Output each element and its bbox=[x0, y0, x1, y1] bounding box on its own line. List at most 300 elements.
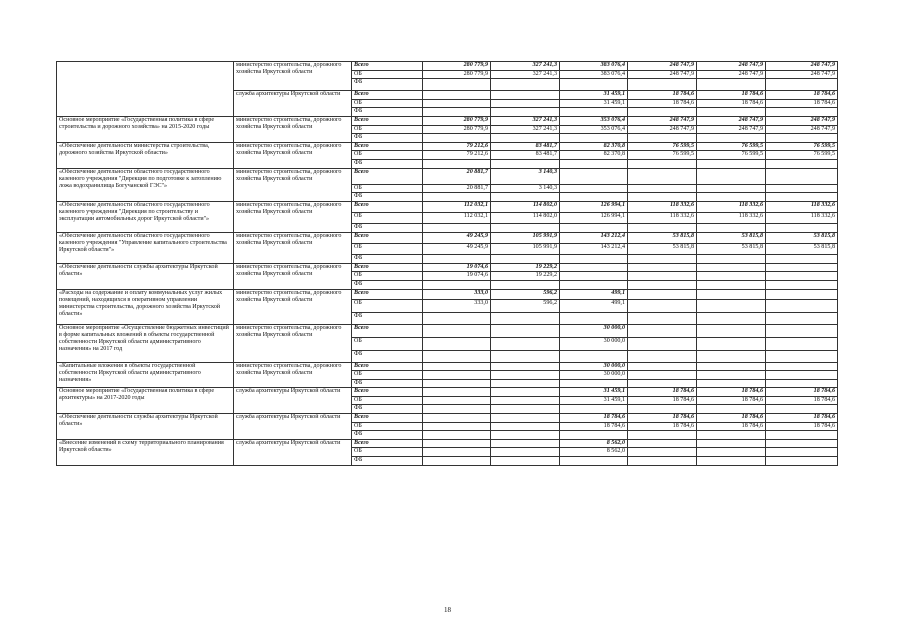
amount-cell bbox=[423, 280, 491, 289]
amount-cell bbox=[766, 439, 838, 448]
amount-cell bbox=[491, 457, 560, 466]
amount-cell bbox=[766, 263, 838, 272]
amount-cell bbox=[491, 193, 560, 202]
amount-cell bbox=[560, 379, 628, 388]
amount-cell bbox=[766, 280, 838, 289]
funding-source-label: Всего bbox=[352, 439, 423, 448]
amount-cell: 118 332,6 bbox=[697, 212, 766, 223]
table-row bbox=[57, 414, 838, 423]
funding-source-label: ФБ bbox=[352, 108, 423, 117]
executor-name: министерство строительства, дорожного хозяйства Иркутской области bbox=[234, 168, 352, 201]
measure-description: «Обеспечение деятельности министерства строительства, дорожного хозяйства Иркутской области» bbox=[57, 142, 234, 168]
amount-cell bbox=[491, 324, 560, 337]
executor-name: министерство строительства, дорожного хозяйства Иркутской области bbox=[234, 201, 352, 232]
amount-cell: 18 784,6 bbox=[628, 422, 697, 431]
amount-cell: 18 784,6 bbox=[560, 422, 628, 431]
amount-cell: 82 370,8 bbox=[560, 151, 628, 160]
amount-cell bbox=[423, 312, 491, 324]
amount-cell bbox=[560, 405, 628, 414]
amount-cell bbox=[628, 254, 697, 263]
amount-cell bbox=[697, 324, 766, 337]
amount-cell bbox=[423, 431, 491, 440]
amount-cell: 353 076,4 bbox=[560, 125, 628, 134]
amount-cell: 31 459,1 bbox=[560, 388, 628, 397]
funding-source-label: ОБ bbox=[352, 272, 423, 281]
amount-cell bbox=[423, 337, 491, 350]
amount-cell bbox=[423, 99, 491, 108]
amount-cell: 499,1 bbox=[560, 289, 628, 299]
amount-cell: 18 784,6 bbox=[628, 388, 697, 397]
amount-cell: 18 784,6 bbox=[697, 99, 766, 108]
amount-cell bbox=[766, 254, 838, 263]
amount-cell bbox=[697, 362, 766, 371]
amount-cell bbox=[628, 280, 697, 289]
amount-cell: 8 562,0 bbox=[560, 439, 628, 448]
funding-source-label: ФБ bbox=[352, 312, 423, 324]
amount-cell: 280 779,9 bbox=[423, 62, 491, 71]
measure-description: «Обеспечение деятельности областного государственного казенного учреждения "Управление капитального строительства Иркутской области"» bbox=[57, 232, 234, 263]
amount-cell bbox=[628, 439, 697, 448]
amount-cell bbox=[491, 448, 560, 457]
amount-cell: 49 245,9 bbox=[423, 232, 491, 243]
amount-cell: 53 815,8 bbox=[766, 232, 838, 243]
amount-cell bbox=[628, 350, 697, 362]
amount-cell: 105 991,9 bbox=[491, 243, 560, 254]
amount-cell: 596,2 bbox=[491, 289, 560, 299]
funding-source-label: Всего bbox=[352, 232, 423, 243]
amount-cell bbox=[423, 91, 491, 100]
amount-cell bbox=[491, 312, 560, 324]
amount-cell: 280 779,9 bbox=[423, 70, 491, 79]
amount-cell bbox=[697, 371, 766, 380]
amount-cell: 3 140,3 bbox=[491, 168, 560, 184]
amount-cell: 3 140,3 bbox=[491, 184, 560, 193]
amount-cell bbox=[560, 312, 628, 324]
amount-cell bbox=[697, 134, 766, 143]
executor-name: министерство строительства, дорожного хозяйства Иркутской области bbox=[234, 289, 352, 324]
measure-description bbox=[57, 62, 234, 117]
amount-cell bbox=[697, 79, 766, 91]
executor-name: министерство строительства, дорожного хозяйства Иркутской области bbox=[234, 62, 352, 91]
amount-cell: 53 815,8 bbox=[697, 243, 766, 254]
amount-cell bbox=[628, 324, 697, 337]
amount-cell: 248 747,9 bbox=[628, 62, 697, 71]
amount-cell: 143 212,4 bbox=[560, 243, 628, 254]
amount-cell: 383 076,4 bbox=[560, 62, 628, 71]
amount-cell bbox=[628, 108, 697, 117]
page-number: 18 bbox=[444, 606, 451, 614]
funding-source-label: ФБ bbox=[352, 134, 423, 143]
amount-cell: 248 747,9 bbox=[766, 70, 838, 79]
amount-cell: 19 074,6 bbox=[423, 272, 491, 281]
amount-cell bbox=[628, 79, 697, 91]
funding-source-label: Всего bbox=[352, 414, 423, 423]
amount-cell bbox=[423, 362, 491, 371]
amount-cell: 79 212,6 bbox=[423, 151, 491, 160]
amount-cell bbox=[628, 134, 697, 143]
amount-cell: 18 784,6 bbox=[697, 388, 766, 397]
executor-name: служба архитектуры Иркутской области bbox=[234, 388, 352, 414]
amount-cell: 18 784,6 bbox=[560, 414, 628, 423]
executor-name: министерство строительства, дорожного хозяйства Иркутской области bbox=[234, 324, 352, 362]
amount-cell bbox=[423, 405, 491, 414]
funding-source-label: ОБ bbox=[352, 151, 423, 160]
amount-cell: 19 229,2 bbox=[491, 263, 560, 272]
funding-source-label: ФБ bbox=[352, 379, 423, 388]
amount-cell: 126 994,1 bbox=[560, 201, 628, 212]
table-row bbox=[57, 232, 838, 243]
amount-cell: 83 481,7 bbox=[491, 151, 560, 160]
amount-cell bbox=[697, 405, 766, 414]
table-row bbox=[57, 388, 838, 397]
amount-cell bbox=[766, 405, 838, 414]
amount-cell bbox=[560, 280, 628, 289]
amount-cell: 327 241,3 bbox=[491, 125, 560, 134]
table-row bbox=[57, 362, 838, 371]
amount-cell bbox=[491, 431, 560, 440]
amount-cell: 19 229,2 bbox=[491, 272, 560, 281]
amount-cell: 118 332,6 bbox=[766, 201, 838, 212]
executor-name: министерство строительства, дорожного хозяйства Иркутской области bbox=[234, 263, 352, 289]
amount-cell: 18 784,6 bbox=[628, 414, 697, 423]
amount-cell bbox=[491, 350, 560, 362]
funding-source-label: Всего bbox=[352, 263, 423, 272]
amount-cell: 82 370,8 bbox=[560, 142, 628, 151]
table-row bbox=[57, 62, 838, 71]
amount-cell bbox=[423, 379, 491, 388]
amount-cell bbox=[628, 184, 697, 193]
amount-cell bbox=[560, 168, 628, 184]
amount-cell bbox=[423, 223, 491, 232]
amount-cell bbox=[697, 337, 766, 350]
amount-cell bbox=[560, 457, 628, 466]
amount-cell: 248 747,9 bbox=[628, 116, 697, 125]
amount-cell bbox=[766, 79, 838, 91]
amount-cell bbox=[560, 134, 628, 143]
amount-cell bbox=[560, 108, 628, 117]
amount-cell: 8 562,0 bbox=[560, 448, 628, 457]
funding-source-label: Всего bbox=[352, 289, 423, 299]
amount-cell bbox=[628, 448, 697, 457]
measure-description: Основное мероприятие «Государственная политика в сфере архитектуры» на 2017-2020 годы bbox=[57, 388, 234, 414]
executor-name: министерство строительства, дорожного хозяйства Иркутской области bbox=[234, 116, 352, 142]
amount-cell bbox=[423, 134, 491, 143]
amount-cell: 30 000,0 bbox=[560, 337, 628, 350]
amount-cell bbox=[491, 439, 560, 448]
amount-cell bbox=[491, 388, 560, 397]
amount-cell bbox=[423, 108, 491, 117]
amount-cell: 19 074,6 bbox=[423, 263, 491, 272]
amount-cell: 248 747,9 bbox=[697, 70, 766, 79]
amount-cell bbox=[766, 379, 838, 388]
amount-cell bbox=[628, 159, 697, 168]
amount-cell: 333,0 bbox=[423, 299, 491, 312]
amount-cell: 18 784,6 bbox=[766, 91, 838, 100]
funding-source-label: Всего bbox=[352, 388, 423, 397]
funding-source-label: Всего bbox=[352, 91, 423, 100]
amount-cell bbox=[628, 362, 697, 371]
amount-cell: 83 481,7 bbox=[491, 142, 560, 151]
amount-cell: 126 994,1 bbox=[560, 212, 628, 223]
amount-cell: 30 000,0 bbox=[560, 362, 628, 371]
amount-cell bbox=[423, 448, 491, 457]
amount-cell bbox=[491, 280, 560, 289]
amount-cell bbox=[491, 108, 560, 117]
amount-cell bbox=[560, 184, 628, 193]
amount-cell: 31 459,1 bbox=[560, 396, 628, 405]
funding-source-label: ОБ bbox=[352, 396, 423, 405]
amount-cell bbox=[491, 405, 560, 414]
measure-description: «Обеспечение деятельности службы архитектуры Иркутской области» bbox=[57, 263, 234, 289]
amount-cell bbox=[491, 396, 560, 405]
amount-cell bbox=[766, 431, 838, 440]
amount-cell bbox=[423, 254, 491, 263]
amount-cell bbox=[491, 99, 560, 108]
amount-cell: 114 802,0 bbox=[491, 212, 560, 223]
amount-cell bbox=[423, 79, 491, 91]
amount-cell bbox=[491, 379, 560, 388]
amount-cell bbox=[766, 350, 838, 362]
amount-cell bbox=[491, 414, 560, 423]
table-row bbox=[57, 263, 838, 272]
amount-cell: 280 779,9 bbox=[423, 116, 491, 125]
amount-cell: 76 599,5 bbox=[697, 142, 766, 151]
table-row bbox=[57, 168, 838, 184]
funding-source-label: ФБ bbox=[352, 159, 423, 168]
amount-cell bbox=[628, 299, 697, 312]
amount-cell bbox=[697, 439, 766, 448]
measure-description: «Внесение изменений в схему территориального планирования Иркутской области» bbox=[57, 439, 234, 465]
amount-cell: 53 815,8 bbox=[766, 243, 838, 254]
amount-cell bbox=[560, 79, 628, 91]
funding-source-label: ФБ bbox=[352, 280, 423, 289]
amount-cell bbox=[423, 414, 491, 423]
table-row bbox=[57, 116, 838, 125]
amount-cell bbox=[423, 422, 491, 431]
amount-cell bbox=[628, 457, 697, 466]
amount-cell: 105 991,9 bbox=[491, 232, 560, 243]
amount-cell: 118 332,6 bbox=[766, 212, 838, 223]
amount-cell: 327 241,3 bbox=[491, 62, 560, 71]
amount-cell bbox=[560, 272, 628, 281]
amount-cell: 18 784,6 bbox=[766, 388, 838, 397]
funding-source-label: ОБ bbox=[352, 422, 423, 431]
amount-cell bbox=[491, 337, 560, 350]
funding-source-label: ФБ bbox=[352, 457, 423, 466]
amount-cell: 53 815,8 bbox=[628, 232, 697, 243]
measure-description: «Обеспечение деятельности областного государственного казенного учреждения "Дирекция по строительству и эксплуатации автомобильных дорог Иркутской области"» bbox=[57, 201, 234, 232]
amount-cell: 31 459,1 bbox=[560, 91, 628, 100]
amount-cell: 53 815,8 bbox=[628, 243, 697, 254]
amount-cell: 383 076,4 bbox=[560, 70, 628, 79]
amount-cell bbox=[560, 159, 628, 168]
amount-cell bbox=[766, 184, 838, 193]
amount-cell bbox=[491, 362, 560, 371]
amount-cell bbox=[628, 223, 697, 232]
funding-source-label: ФБ bbox=[352, 193, 423, 202]
funding-source-label: ФБ bbox=[352, 79, 423, 91]
budget-table-body bbox=[57, 62, 838, 466]
amount-cell: 18 784,6 bbox=[766, 414, 838, 423]
funding-source-label: ОБ bbox=[352, 299, 423, 312]
amount-cell: 18 784,6 bbox=[628, 91, 697, 100]
amount-cell bbox=[766, 299, 838, 312]
amount-cell bbox=[697, 108, 766, 117]
amount-cell bbox=[766, 193, 838, 202]
measure-description: «Обеспечение деятельности службы архитектуры Иркутской области» bbox=[57, 414, 234, 440]
amount-cell bbox=[423, 159, 491, 168]
funding-source-label: ФБ bbox=[352, 350, 423, 362]
amount-cell bbox=[560, 431, 628, 440]
amount-cell: 30 000,0 bbox=[560, 371, 628, 380]
amount-cell bbox=[491, 134, 560, 143]
amount-cell bbox=[628, 263, 697, 272]
amount-cell: 118 332,6 bbox=[628, 201, 697, 212]
amount-cell bbox=[766, 134, 838, 143]
amount-cell: 31 459,1 bbox=[560, 99, 628, 108]
amount-cell bbox=[697, 272, 766, 281]
amount-cell bbox=[697, 223, 766, 232]
measure-description: Основное мероприятие «Осуществление бюджетных инвестиций в форме капитальных вложений в объекты государственной собственности Иркутской области административного назначения» на 2017 год bbox=[57, 324, 234, 362]
amount-cell bbox=[491, 254, 560, 263]
amount-cell bbox=[560, 223, 628, 232]
budget-table bbox=[56, 61, 838, 466]
amount-cell: 499,1 bbox=[560, 299, 628, 312]
funding-source-label: Всего bbox=[352, 62, 423, 71]
amount-cell bbox=[560, 350, 628, 362]
amount-cell: 49 245,9 bbox=[423, 243, 491, 254]
amount-cell bbox=[697, 379, 766, 388]
amount-cell bbox=[766, 371, 838, 380]
amount-cell bbox=[423, 350, 491, 362]
funding-source-label: ФБ bbox=[352, 254, 423, 263]
amount-cell: 76 599,5 bbox=[628, 151, 697, 160]
amount-cell bbox=[766, 108, 838, 117]
amount-cell: 18 784,6 bbox=[766, 99, 838, 108]
amount-cell: 248 747,9 bbox=[766, 125, 838, 134]
amount-cell: 20 881,7 bbox=[423, 184, 491, 193]
amount-cell bbox=[766, 289, 838, 299]
amount-cell bbox=[766, 312, 838, 324]
table-row bbox=[57, 439, 838, 448]
amount-cell bbox=[423, 388, 491, 397]
amount-cell: 18 784,6 bbox=[697, 422, 766, 431]
funding-source-label: Всего bbox=[352, 201, 423, 212]
amount-cell bbox=[491, 79, 560, 91]
measure-description: «Капитальные вложения в объекты государственной собственности Иркутской области административного назначения» bbox=[57, 362, 234, 388]
amount-cell: 30 000,0 bbox=[560, 324, 628, 337]
funding-source-label: ОБ bbox=[352, 371, 423, 380]
amount-cell bbox=[628, 337, 697, 350]
amount-cell: 76 599,5 bbox=[766, 142, 838, 151]
executor-name: служба архитектуры Иркутской области bbox=[234, 91, 352, 117]
amount-cell: 76 599,5 bbox=[628, 142, 697, 151]
funding-source-label: Всего bbox=[352, 116, 423, 125]
funding-source-label: Всего bbox=[352, 362, 423, 371]
amount-cell bbox=[697, 299, 766, 312]
amount-cell bbox=[697, 159, 766, 168]
amount-cell bbox=[628, 272, 697, 281]
amount-cell bbox=[628, 312, 697, 324]
funding-source-label: ОБ bbox=[352, 99, 423, 108]
amount-cell bbox=[423, 439, 491, 448]
funding-source-label: ФБ bbox=[352, 405, 423, 414]
amount-cell: 327 241,3 bbox=[491, 116, 560, 125]
amount-cell bbox=[491, 223, 560, 232]
amount-cell bbox=[697, 254, 766, 263]
funding-source-label: ОБ bbox=[352, 184, 423, 193]
amount-cell: 20 881,7 bbox=[423, 168, 491, 184]
amount-cell: 143 212,4 bbox=[560, 232, 628, 243]
funding-source-label: ФБ bbox=[352, 223, 423, 232]
amount-cell bbox=[697, 263, 766, 272]
amount-cell bbox=[628, 168, 697, 184]
executor-name: министерство строительства, дорожного хозяйства Иркутской области bbox=[234, 232, 352, 263]
amount-cell: 327 241,3 bbox=[491, 70, 560, 79]
amount-cell bbox=[423, 396, 491, 405]
amount-cell bbox=[697, 280, 766, 289]
amount-cell bbox=[560, 263, 628, 272]
amount-cell bbox=[766, 168, 838, 184]
executor-name: министерство строительства, дорожного хозяйства Иркутской области bbox=[234, 142, 352, 168]
amount-cell bbox=[491, 422, 560, 431]
amount-cell: 248 747,9 bbox=[628, 70, 697, 79]
amount-cell bbox=[423, 371, 491, 380]
amount-cell bbox=[560, 193, 628, 202]
measure-description: Основное мероприятие «Государственная политика в сфере строительства и дорожного хозяйства» на 2015-2020 годы bbox=[57, 116, 234, 142]
amount-cell bbox=[697, 193, 766, 202]
amount-cell: 248 747,9 bbox=[697, 62, 766, 71]
executor-name: министерство строительства, дорожного хозяйства Иркутской области bbox=[234, 362, 352, 388]
amount-cell: 118 332,6 bbox=[697, 201, 766, 212]
table-row bbox=[57, 142, 838, 151]
amount-cell: 18 784,6 bbox=[697, 91, 766, 100]
amount-cell bbox=[697, 312, 766, 324]
amount-cell: 114 802,0 bbox=[491, 201, 560, 212]
amount-cell bbox=[697, 431, 766, 440]
executor-name: служба архитектуры Иркутской области bbox=[234, 414, 352, 440]
amount-cell: 18 784,6 bbox=[628, 396, 697, 405]
funding-source-label: ОБ bbox=[352, 125, 423, 134]
amount-cell: 596,2 bbox=[491, 299, 560, 312]
amount-cell: 18 784,6 bbox=[628, 99, 697, 108]
amount-cell: 18 784,6 bbox=[697, 396, 766, 405]
measure-description: «Расходы на содержание и оплату коммунальных услуг жилых помещений, находящихся в оперативном управлении министерства строительства, дорожного хозяйства Иркутской области» bbox=[57, 289, 234, 324]
amount-cell bbox=[766, 457, 838, 466]
funding-source-label: ОБ bbox=[352, 448, 423, 457]
amount-cell bbox=[423, 193, 491, 202]
amount-cell: 18 784,6 bbox=[697, 414, 766, 423]
amount-cell bbox=[697, 184, 766, 193]
amount-cell: 248 747,9 bbox=[766, 116, 838, 125]
funding-source-label: ОБ bbox=[352, 70, 423, 79]
amount-cell bbox=[766, 448, 838, 457]
amount-cell bbox=[697, 448, 766, 457]
amount-cell: 280 779,9 bbox=[423, 125, 491, 134]
amount-cell: 18 784,6 bbox=[766, 396, 838, 405]
amount-cell bbox=[491, 91, 560, 100]
table-row bbox=[57, 324, 838, 337]
amount-cell bbox=[628, 405, 697, 414]
amount-cell: 53 815,8 bbox=[697, 232, 766, 243]
amount-cell: 333,0 bbox=[423, 289, 491, 299]
amount-cell: 112 032,1 bbox=[423, 212, 491, 223]
measure-description: «Обеспечение деятельности областного государственного казенного учреждения "Дирекция по подготовке к затоплению ложа водохранилища Богучанской ГЭС"» bbox=[57, 168, 234, 201]
amount-cell bbox=[766, 324, 838, 337]
amount-cell: 79 212,6 bbox=[423, 142, 491, 151]
amount-cell bbox=[491, 371, 560, 380]
amount-cell: 248 747,9 bbox=[628, 125, 697, 134]
